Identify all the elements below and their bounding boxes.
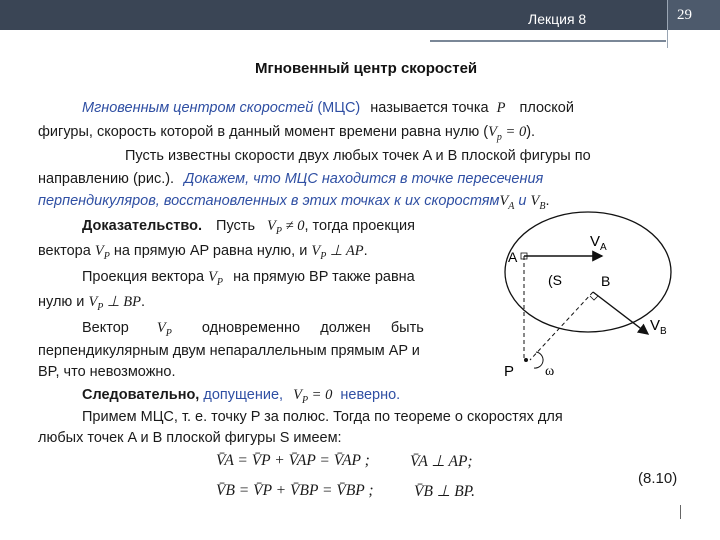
definition-line-2: фигуры, скорость которой в данный момент времени равна нулю $(V_p = 0)$.: [38, 124, 536, 143]
conclusion-line: Следовательно, допущение, $V_P = 0$ неверно.: [82, 387, 401, 406]
proof-line-1: Доказательство. Пусть $V_P \ne 0$, тогда проекция: [82, 218, 415, 237]
label-a: A: [508, 249, 518, 265]
label-omega: ω: [545, 364, 555, 379]
label-b: B: [601, 273, 611, 289]
proof-line-6: перпендикулярным двум непараллельным прямым AP и: [38, 343, 420, 359]
proof-line-5: Вектор $V_P$ одновременно должен быть: [82, 320, 424, 339]
final-line-1: Примем МЦС, т. е. точку P за полюс. Тогда по теореме о скоростях для: [82, 409, 563, 425]
perpendicular-b: [530, 292, 593, 360]
formula-row-1a: V̄A = V̄P + V̄AP = V̄AP ;: [216, 452, 370, 469]
page-number: 29: [677, 7, 692, 23]
header-divider: [667, 0, 668, 48]
header-underline: [430, 40, 666, 42]
paragraph2-line-2: направлению (рис.). Докажем, что МЦС находится в точке пересечения: [38, 171, 544, 187]
right-angle-b: [590, 296, 598, 300]
label-vb-sub: B: [660, 326, 667, 337]
definition-line-1: Мгновенным центром скоростей (МЦС) называется точка P плоской: [82, 100, 574, 116]
body-outline: [505, 212, 671, 332]
header-bar: [0, 0, 720, 30]
label-va-sub: A: [600, 242, 607, 253]
formula-row-2a: V̄B = V̄P + V̄BP = V̄BP ;: [216, 482, 374, 499]
paragraph2-line-1: Пусть известны скорости двух любых точек A и B плоской фигуры по: [125, 148, 591, 164]
proof-line-7: BP, что невозможно.: [38, 364, 176, 380]
label-va: V: [590, 233, 601, 250]
proof-line-3: Проекция вектора $V_P$ на прямую BP также равна: [82, 269, 415, 288]
label-vb: V: [650, 317, 661, 334]
formula-row-2b: V̄B ⊥ BP.: [414, 483, 476, 500]
page-title: Мгновенный центр скоростей: [255, 60, 478, 77]
label-p: P: [504, 363, 515, 380]
proof-line-4: нулю и $V_P$ ⊥ BP.: [38, 294, 146, 313]
paragraph2-line-3: перпендикуляров, восстановленных в этих точках к их скоростямV$_A$ и $V_B$.: [38, 193, 550, 212]
velocity-diagram: [490, 210, 690, 390]
label-s: (S: [548, 272, 562, 288]
header-page-block: [668, 0, 720, 30]
equation-number: (8.10): [638, 470, 678, 487]
final-line-2: любых точек A и B плоской фигуры S имеем:: [38, 430, 342, 446]
footer-mark: [680, 505, 681, 519]
lecture-label: Лекция 8: [528, 11, 587, 27]
proof-line-2: вектора $V_P$ на прямую AP равна нулю, и $V_P$ ⊥ AP.: [38, 243, 368, 262]
point-p: [524, 358, 528, 362]
formula-row-1b: V̄A ⊥ AP;: [410, 453, 473, 470]
